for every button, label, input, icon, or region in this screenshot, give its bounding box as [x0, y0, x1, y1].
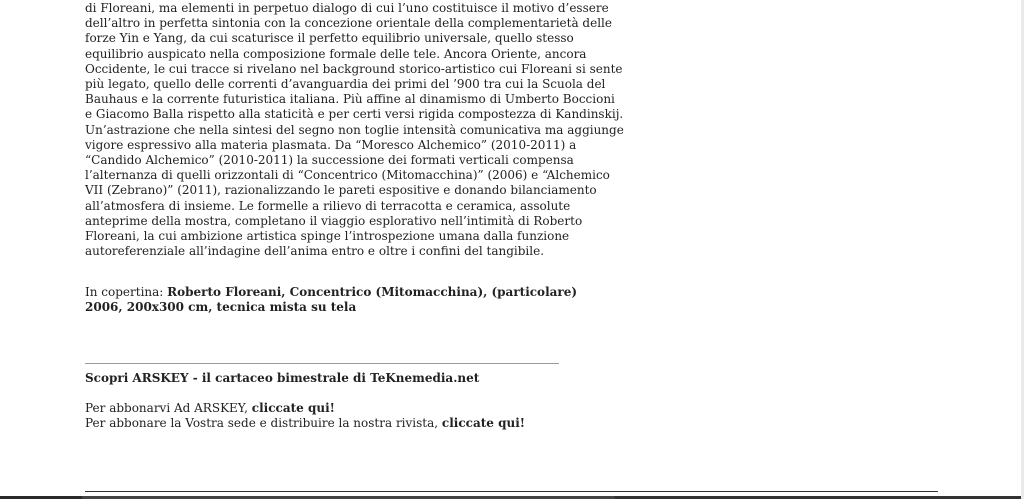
article-body — [85, 1, 624, 259]
article-line: l’alternanza di quelli orizzontali di “Concentrico (Mitomacchina)” (2006) e “Alchemico — [85, 168, 610, 183]
article-line: Occidente, le cui tracce si rivelano nel background storico-artistico cui Floreani si sente — [85, 61, 623, 76]
distribute-line — [85, 416, 525, 431]
article-line: dell’altro in perfetta sintonia con la concezione orientale della complementarietà delle — [85, 16, 612, 31]
subscribe-text: Per abbonarvi Ad ARSKEY, — [85, 401, 252, 415]
article-line: Bauhaus e la corrente futuristica italiana. Più affine al dinamismo di Umberto Boccioni — [85, 92, 615, 107]
cover-caption — [85, 285, 585, 315]
article-line: equilibrio auspicato nella composizione formale delle tele. Ancora Oriente, ancora — [85, 46, 587, 61]
article-line: e Giacomo Balla rispetto alla staticità e per certi versi rigida compostezza di Kandinskij. — [85, 107, 624, 122]
article-line: forze Yin e Yang, da cui scaturisce il perfetto equilibrio universale, quello stesso — [85, 31, 574, 46]
promo-links — [85, 401, 525, 431]
article-line: VII (Zebrano)” (2011), razionalizzando le pareti espositive e donando bilanciamento — [85, 183, 597, 198]
distribute-link[interactable]: cliccate qui! — [441, 416, 526, 430]
caption-details: 2006, 200x300 cm, tecnica mista su tela — [85, 300, 357, 315]
article-line: autoreferenziale all’indagine dell’anima entro e oltre i confini del tangibile. — [85, 244, 545, 259]
caption-prefix: In copertina: — [85, 285, 168, 299]
section-divider — [85, 363, 559, 364]
article-line: all’atmosfera di insieme. Le formelle a rilievo di terracotta e ceramica, assolute — [85, 198, 571, 213]
article-line: Un’astrazione che nella sintesi del segno non toglie intensità comunicativa ma aggiunge — [85, 122, 624, 137]
footer-divider — [85, 491, 938, 492]
subscribe-line — [85, 401, 525, 416]
article-line: “Candido Alchemico” (2010-2011) la successione dei formati verticali compensa — [85, 153, 574, 168]
article-line: più legato, quello delle correnti d’avanguardia dei primi del ’900 tra cui la Scuola del — [85, 77, 606, 92]
article-line: vigore espressivo alla materia plasmata. Da “Moresco Alchemico” (2010-2011) a — [85, 137, 577, 152]
caption-title: Roberto Floreani, Concentrico (Mitomacchina), (particolare) — [167, 285, 578, 299]
article-line: Floreani, la cui ambizione artistica spinge l’introspezione umana dalla funzione — [85, 229, 570, 244]
distribute-text: Per abbonare la Vostra sede e distribuire la nostra rivista, — [85, 416, 442, 430]
article-line: anteprime della mostra, completano il viaggio esplorativo nell’intimità di Roberto — [85, 213, 583, 228]
article-line: di Floreani, ma elementi in perpetuo dialogo di cui l’uno costituisce il motivo d’essere — [85, 1, 609, 15]
subscribe-link[interactable]: cliccate qui! — [251, 401, 335, 415]
promo-title: Scopri ARSKEY - il cartaceo bimestrale di TeKnemedia.net — [85, 371, 480, 385]
